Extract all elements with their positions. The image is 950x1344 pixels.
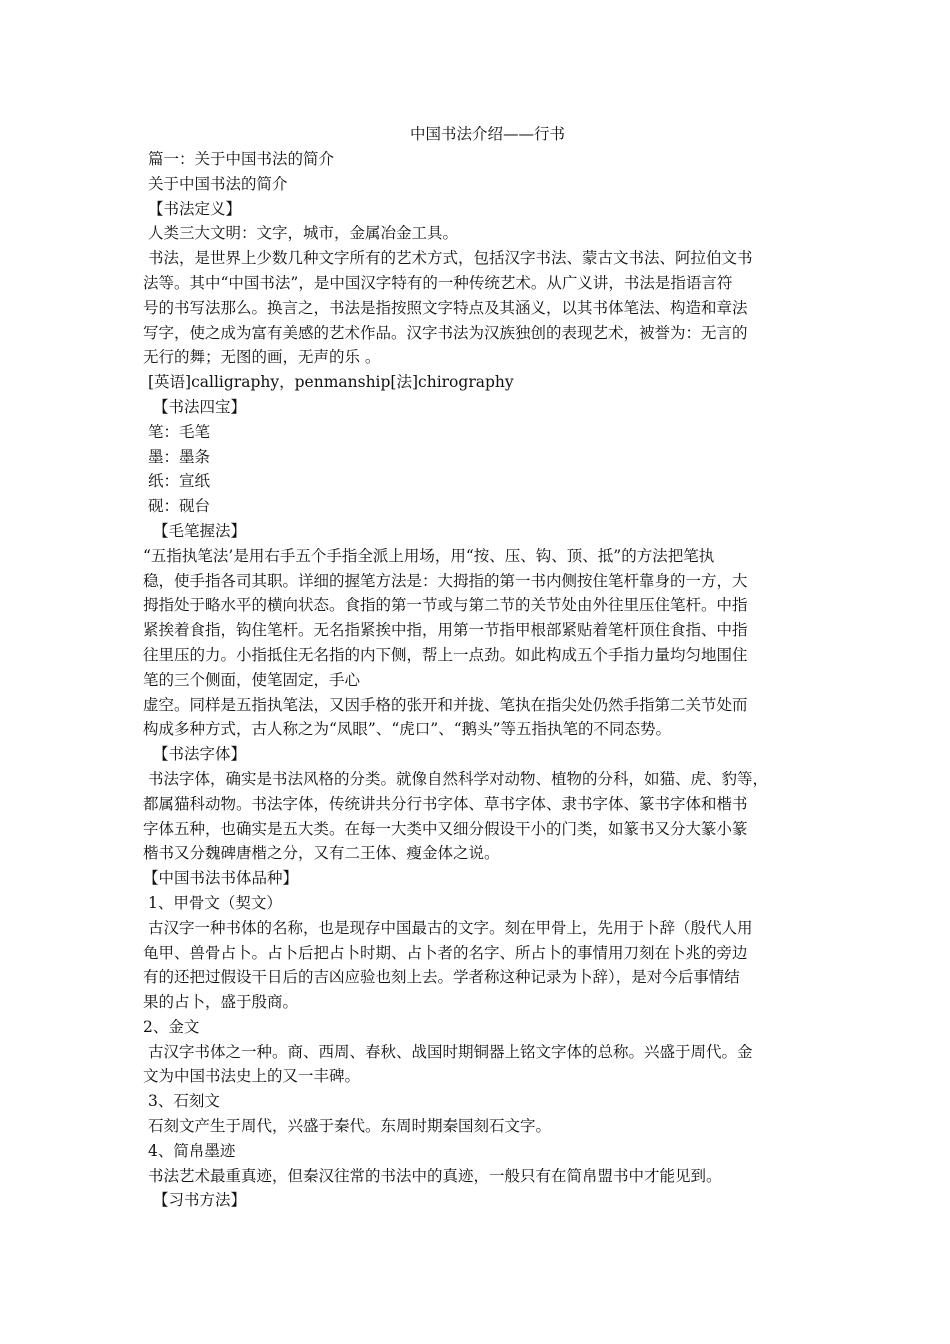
document-line: 人类三大文明：文字，城市，金属冶金工具。 (148, 224, 459, 243)
document-line: 墨：墨条 (148, 447, 211, 466)
document-line: 楷书又分魏碑唐楷之分，又有二王体、瘦金体之说。 (143, 844, 500, 863)
document-line: 纸：宣纸 (148, 472, 211, 491)
document-line: 4、简帛墨迹 (148, 1141, 236, 1160)
document-line: 构成多种方式，古人称之为“凤眼”、“虎口”、“鹅头”等五指执笔的不同态势。 (143, 720, 672, 739)
document-line: 稳，使手指各司其职。详细的握笔方法是：大拇指的第一书内侧按住笔杆靠身的一方，大 (143, 571, 748, 590)
document-body (143, 147, 812, 1213)
document-line: 龟甲、兽骨占卜。占卜后把占卜时期、占卜者的名字、所占卜的事情用刀刻在卜兆的旁边 (143, 943, 748, 962)
document-line: 笔的三个侧面，使笔固定，手心 (143, 670, 361, 689)
document-line: 【习书方法】 (153, 1191, 247, 1210)
document-line: 3、石刻文 (148, 1092, 220, 1111)
document-line: 【中国书法书体品种】 (143, 869, 299, 888)
document-line: 法等。其中“中国书法”，是中国汉字特有的一种传统艺术。从广义讲，书法是指语言符 (143, 273, 733, 292)
document-line: 书法艺术最重真迹，但秦汉往常的书法中的真迹，一般只有在简帛盟书中才能见到。 (148, 1166, 722, 1185)
document-line: 字体五种，也确实是五大类。在每一大类中又细分假设干小的门类，如篆书又分大篆小篆 (143, 819, 748, 838)
document-line: 紧挨着食指，钩住笔杆。无名指紧挨中指，用第一节指甲根部紧贴着笔杆顶住食指、中指 (143, 621, 748, 640)
document-line: 拇指处于略水平的横向状态。食指的第一节或与第二节的关节处由外往里压住笔杆。中指 (143, 596, 748, 615)
document-line: [英语]calligraphy，penmanship[法]chirography (148, 373, 514, 392)
document-line: 号的书写法那么。换言之，书法是指按照文字特点及其涵义，以其书体笔法、构造和章法 (143, 298, 748, 317)
document-line: 2、金文 (143, 1017, 200, 1036)
document-line: 无行的舞；无图的画，无声的乐 。 (143, 348, 381, 367)
document-line: 1、甲骨文（契文） (148, 893, 282, 912)
document-line: 书法字体，确实是书法风格的分类。就像自然科学对动物、植物的分科，如猫、虎、豹等， (148, 769, 769, 788)
document-line: 写字，使之成为富有美感的艺术作品。汉字书法为汉族独创的表现艺术，被誉为：无言的 (143, 323, 748, 342)
document-line: 笔：毛笔 (148, 422, 211, 441)
document-line: 【毛笔握法】 (153, 521, 247, 540)
document-line: 篇一：关于中国书法的简介 (148, 150, 335, 168)
document-line: 砚：砚台 (148, 497, 211, 516)
document-line: 古汉字一种书体的名称，也是现存中国最古的文字。刻在甲骨上，先用于卜辞（殷代人用 (148, 918, 753, 937)
document-line: 石刻文产生于周代，兴盛于秦代。东周时期秦国刻石文字。 (148, 1117, 552, 1136)
document-line: 文为中国书法史上的又一丰碑。 (143, 1067, 361, 1086)
document-line: 书法，是世界上少数几种文字所有的艺术方式，包括汉字书法、蒙古文书法、阿拉伯文书 (148, 249, 753, 268)
document-line: 【书法定义】 (148, 199, 242, 218)
document-line: 往里压的力。小指抵住无名指的内下侧，帮上一点劲。如此构成五个手指力量均匀地围住 (143, 645, 748, 664)
document-line: 果的占卜，盛于殷商。 (143, 993, 299, 1012)
document-line: 关于中国书法的简介 (148, 174, 288, 193)
document-title: 中国书法介绍——行书 (409, 125, 565, 143)
document-line: “五指执笔法’是用右手五个手指全派上用场，用“按、压、钩、顶、抵”的方法把笔执 (143, 546, 715, 565)
document-line: 都属猫科动物。书法字体，传统讲共分行书字体、草书字体、隶书字体、篆书字体和楷书 (143, 794, 748, 813)
document-line: 【书法四宝】 (153, 397, 247, 416)
document-line: 虚空。同样是五指执笔法，又因手格的张开和并拢、笔执在指尖处仍然手指第二关节处而 (143, 695, 748, 714)
document-line: 古汉字书体之一种。商、西周、春秋、战国时期铜器上铭文字体的总称。兴盛于周代。金 (148, 1042, 753, 1061)
document-line: 有的还把过假设干日后的吉凶应验也刻上去。学者称这种记录为卜辞），是对今后事情结 (143, 968, 740, 987)
document-line: 【书法字体】 (153, 745, 247, 764)
